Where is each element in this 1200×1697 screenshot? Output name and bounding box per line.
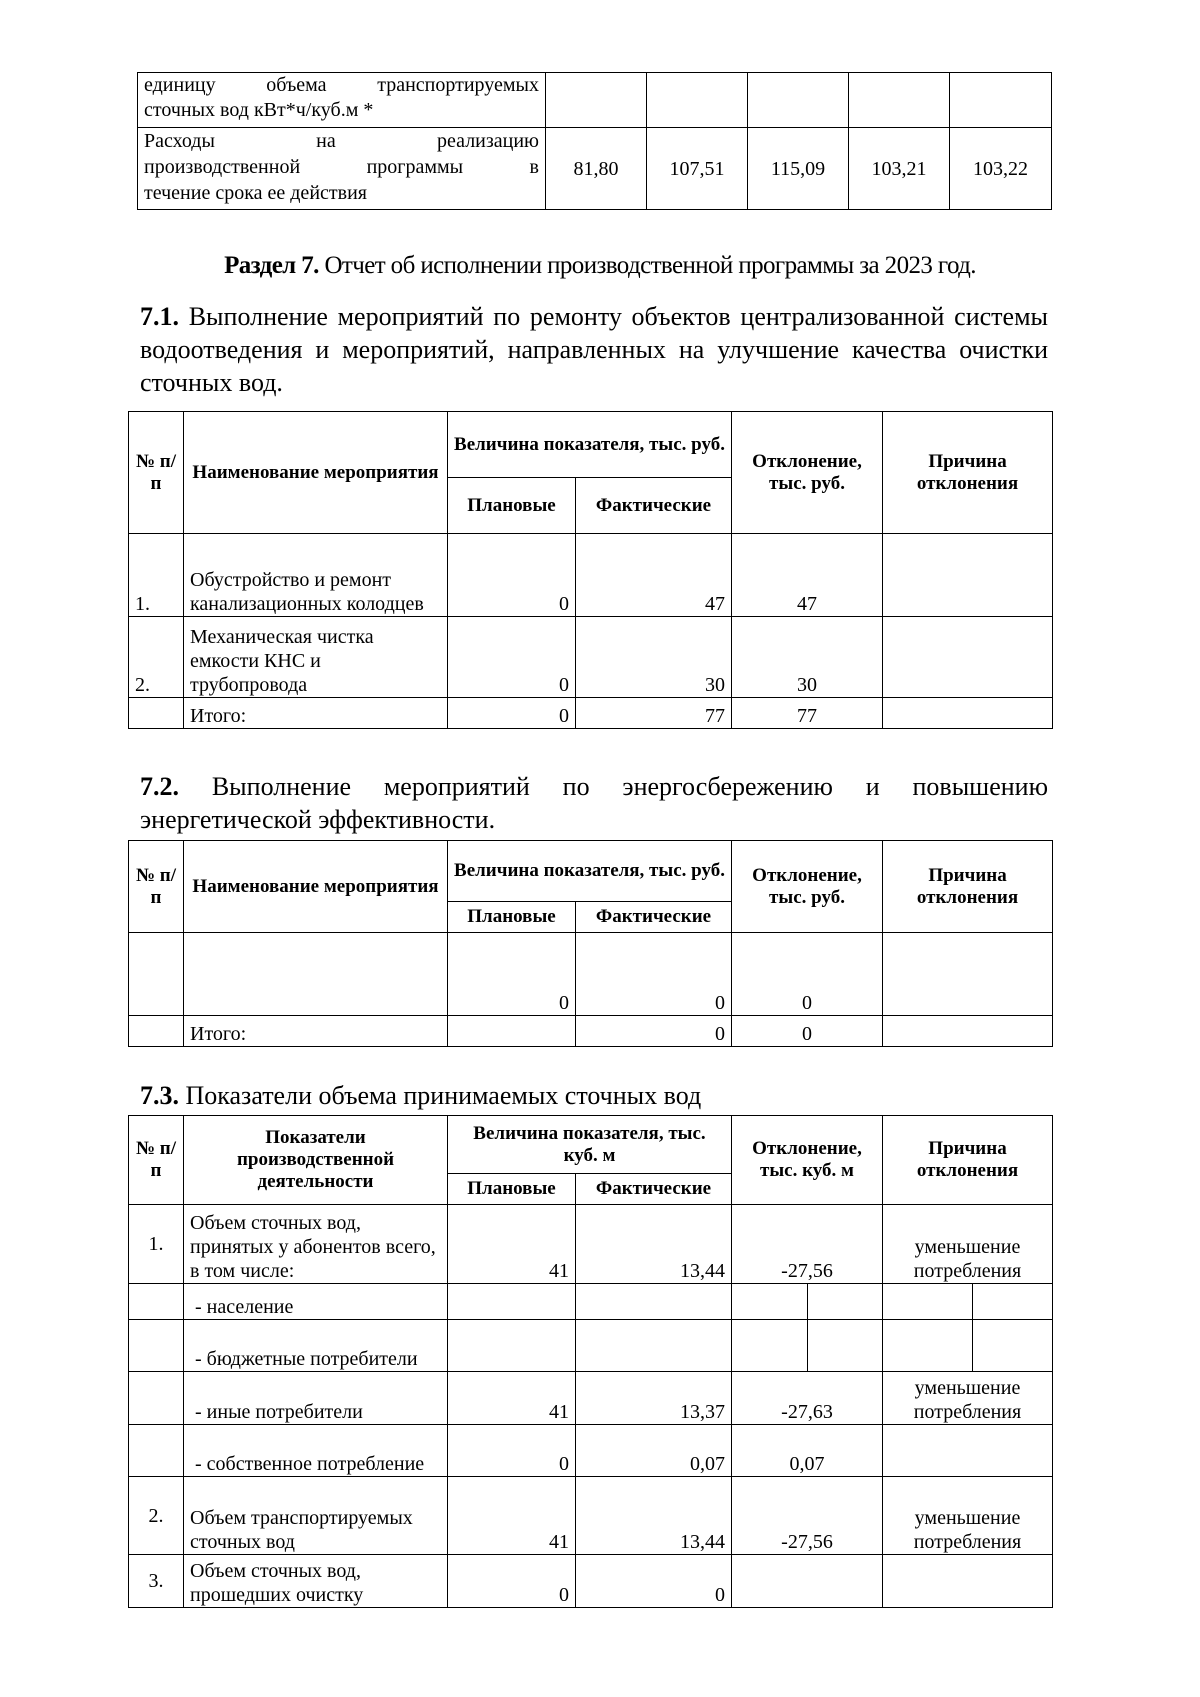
value-cell: 103,21 bbox=[849, 128, 950, 210]
table-row: - иные потребители 41 13,37 -27,63 уменьшение потребления bbox=[129, 1372, 1053, 1425]
table-row: 2. Механическая чистка емкости КНС и трубопровода 0 30 30 bbox=[129, 617, 1053, 698]
table-row: - бюджетные потребители bbox=[129, 1320, 1053, 1372]
indicator-name: единицу объема транспортируемых сточных вод кВт*ч/куб.м * bbox=[138, 73, 546, 128]
table-row: - собственное потребление 0 0,07 0,07 bbox=[129, 1425, 1053, 1477]
col-header-value: Величина показателя, тыс. куб. м bbox=[448, 1116, 732, 1174]
col-header-no: № п/п bbox=[129, 841, 184, 933]
col-header-deviation: Отклонение, тыс. руб. bbox=[732, 412, 883, 534]
col-header-no: № п/п bbox=[129, 1116, 184, 1205]
col-header-fact: Фактические bbox=[576, 902, 732, 933]
table-row: 1. Объем сточных вод, принятых у абонентов всего, в том числе: 41 13,44 -27,56 уменьшение потребления bbox=[129, 1205, 1053, 1284]
heading-7-1: 7.1. Выполнение мероприятий по ремонту объектов централизованной системы водоотведения и мероприятий, направленных на улучшение качества очистки сточных вод. bbox=[140, 302, 1048, 397]
table-row: 0 0 0 bbox=[129, 933, 1053, 1016]
indicator-name: Расходы на реализацию производственной программы в течение срока ее действия bbox=[138, 128, 546, 210]
table-row: 2. Объем транспортируемых сточных вод 41 13,44 -27,56 уменьшение потребления bbox=[129, 1477, 1053, 1555]
col-header-name: Показатели производственной деятельности bbox=[184, 1116, 448, 1205]
value-cell: 115,09 bbox=[748, 128, 849, 210]
col-header-value: Величина показателя, тыс. руб. bbox=[448, 841, 732, 902]
section-title: Раздел 7. Отчет об исполнении производственной программы за 2023 год. bbox=[224, 252, 976, 279]
col-header-plan: Плановые bbox=[448, 1174, 576, 1205]
top-table bbox=[137, 72, 1052, 210]
col-header-name: Наименование мероприятия bbox=[184, 412, 448, 534]
table-7-1 bbox=[128, 411, 1053, 729]
col-header-plan: Плановые bbox=[448, 902, 576, 933]
col-header-reason: Причина отклонения bbox=[883, 412, 1053, 534]
col-header-fact: Фактические bbox=[576, 1174, 732, 1205]
col-header-no: № п/п bbox=[129, 412, 184, 534]
table-7-3 bbox=[128, 1115, 1053, 1608]
table-7-2 bbox=[128, 840, 1053, 1047]
value-cell: 103,22 bbox=[950, 128, 1052, 210]
col-header-plan: Плановые bbox=[448, 478, 576, 534]
col-header-deviation: Отклонение, тыс. руб. bbox=[732, 841, 883, 933]
col-header-name: Наименование мероприятия bbox=[184, 841, 448, 933]
table-row-total: Итого: 0 0 bbox=[129, 1016, 1053, 1047]
value-cell: 107,51 bbox=[647, 128, 748, 210]
heading-7-2: 7.2. Выполнение мероприятий по энергосбережению и повышению энергетической эффективности. bbox=[140, 772, 1048, 834]
value-cell: 81,80 bbox=[546, 128, 647, 210]
table-row: - население bbox=[129, 1284, 1053, 1320]
table-row: 1. Обустройство и ремонт канализационных колодцев 0 47 47 bbox=[129, 534, 1053, 617]
table-row bbox=[138, 73, 1052, 128]
table-row-total: Итого: 0 77 77 bbox=[129, 698, 1053, 729]
col-header-fact: Фактические bbox=[576, 478, 732, 534]
table-row bbox=[138, 128, 1052, 210]
col-header-reason: Причина отклонения bbox=[883, 1116, 1053, 1205]
table-row: 3. Объем сточных вод, прошедших очистку 0 0 bbox=[129, 1555, 1053, 1608]
col-header-reason: Причина отклонения bbox=[883, 841, 1053, 933]
heading-7-3: 7.3. Показатели объема принимаемых сточных вод bbox=[140, 1081, 702, 1110]
col-header-value: Величина показателя, тыс. руб. bbox=[448, 412, 732, 478]
col-header-deviation: Отклонение, тыс. куб. м bbox=[732, 1116, 883, 1205]
